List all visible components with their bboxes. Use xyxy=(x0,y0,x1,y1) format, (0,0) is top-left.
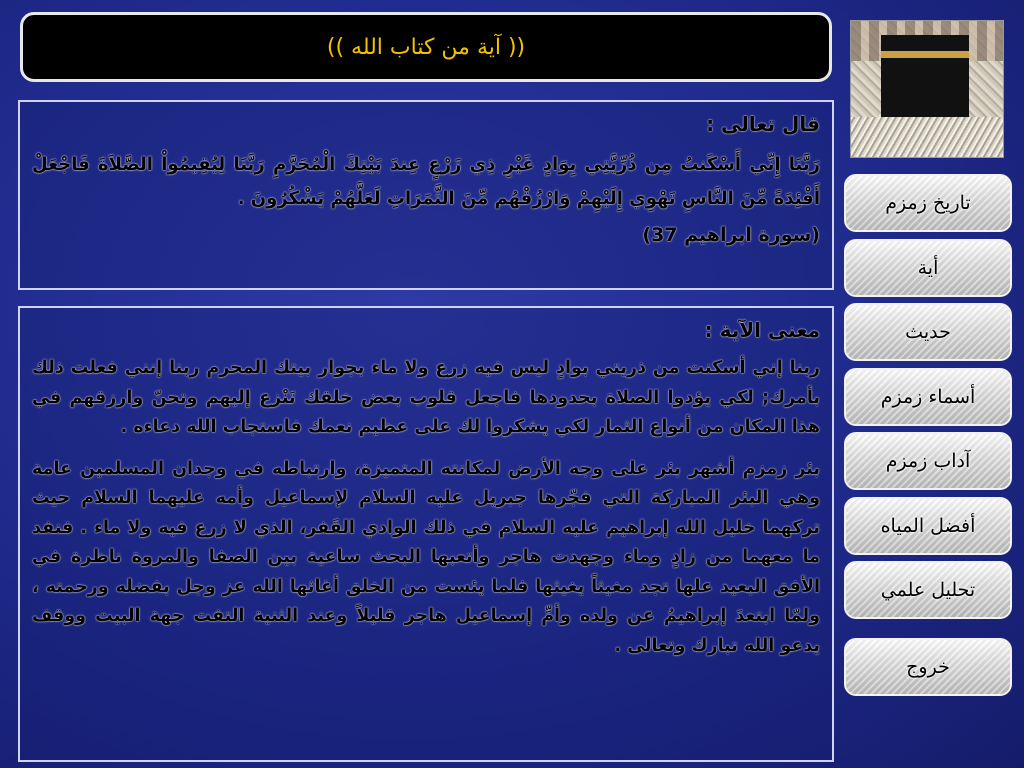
nav-label: أسماء زمزم xyxy=(880,386,976,408)
nav-label: أية xyxy=(917,257,939,279)
kaaba-shape xyxy=(881,35,969,125)
nav-label: حديث xyxy=(905,321,951,343)
nav-zamzam-etiquette-button[interactable] xyxy=(844,432,1012,490)
nav-best-water-button[interactable] xyxy=(844,497,1012,555)
title-bar xyxy=(20,12,832,82)
meaning-panel xyxy=(18,306,834,762)
verse-panel xyxy=(18,100,834,290)
kaaba-gold-band xyxy=(881,51,969,58)
nav-label: خروج xyxy=(906,656,950,678)
meaning-paragraph-2: بئر زمزم أشهر بئر على وجه الأرض لمكانته المتميزة، وارتباطه في وجدان المسلمين عامة وهي البئر المباركة التي فجّرها جبريل عليه السلام لإسماعيل وأمه عليهما السلام حيث تركهما خليل الله إبراهيم عليه السلام في ذلك الوادي القَفر، الذي لا زرع فيه ولا ماء . فنفد ما معهما من زادٍ وماء وجهدت هاجر وأتعبها البحث ساعية بين الصفا والمروة ناظرة في الأفق البعيد علها تجد مغيثاً يغيثها فلما يئست من الخلق أغاثها الله عز وجل بفضله ورحمته ، ولمّا ابتعدَ إبراهيمُ عن ولده وأمِّ إسماعيل هاجر قليلاً وعند الثنية التفت جهة البيت ووقف يدعو الله تبارك وتعالى . xyxy=(32,458,820,656)
meaning-paragraph-1: ربنا إني أسكنت من ذريتي بوادٍ ليس فيه زرع ولا ماء بجوار بيتك المحرم ربنا إنني فعلت ذلك بأمرك; لكي يؤدوا الصلاة بحدودها فاجعل قلوب بعض خلقك تَنْزع إليهم وتحنّ وارزقهم في هذا المكان من أنواع الثمار لكي يشكروا لك على عظيم نعمك فاستجاب الله دعاءه . xyxy=(32,358,820,437)
page-title: (( آية من كتاب الله )) xyxy=(326,34,526,60)
verse-text: رَبَّنَا إِنِّي أَسْكَنتُ مِن ذُرِّيَّتِي بِوَادٍ غَيْرِ ذِي زَرْعٍ عِندَ بَيْتِكَ الْمُحَرَّمِ رَبَّنَا لِيُقِيمُواْ الصَّلاَةَ فَاجْعَلْ أَفْئِدَةً مِّنَ النَّاسِ تَهْوِي إِلَيْهِمْ وَارْزُقْهُم مِّنَ الثَّمَرَاتِ لَعَلَّهُمْ يَشْكُرُونَ . xyxy=(32,154,820,209)
exit-button[interactable] xyxy=(844,638,1012,696)
verse-source: (سورة ابراهيم 37) xyxy=(642,224,820,246)
nav-hadith-button[interactable] xyxy=(844,303,1012,361)
pilgrims-crowd xyxy=(851,117,1003,157)
nav-zamzam-names-button[interactable] xyxy=(844,368,1012,426)
nav-zamzam-history-button[interactable] xyxy=(844,174,1012,232)
verse-heading: قال تعالى : xyxy=(706,112,820,136)
kaaba-photo xyxy=(850,20,1004,158)
nav-scientific-analysis-button[interactable] xyxy=(844,561,1012,619)
nav-verse-button[interactable] xyxy=(844,239,1012,297)
nav-label: آداب زمزم xyxy=(885,450,971,472)
nav-label: أفضل المياه xyxy=(880,515,976,537)
nav-label: تحليل علمي xyxy=(880,579,976,601)
nav-label: تاريخ زمزم xyxy=(885,192,971,214)
meaning-heading: معنى الآية : xyxy=(704,318,820,342)
